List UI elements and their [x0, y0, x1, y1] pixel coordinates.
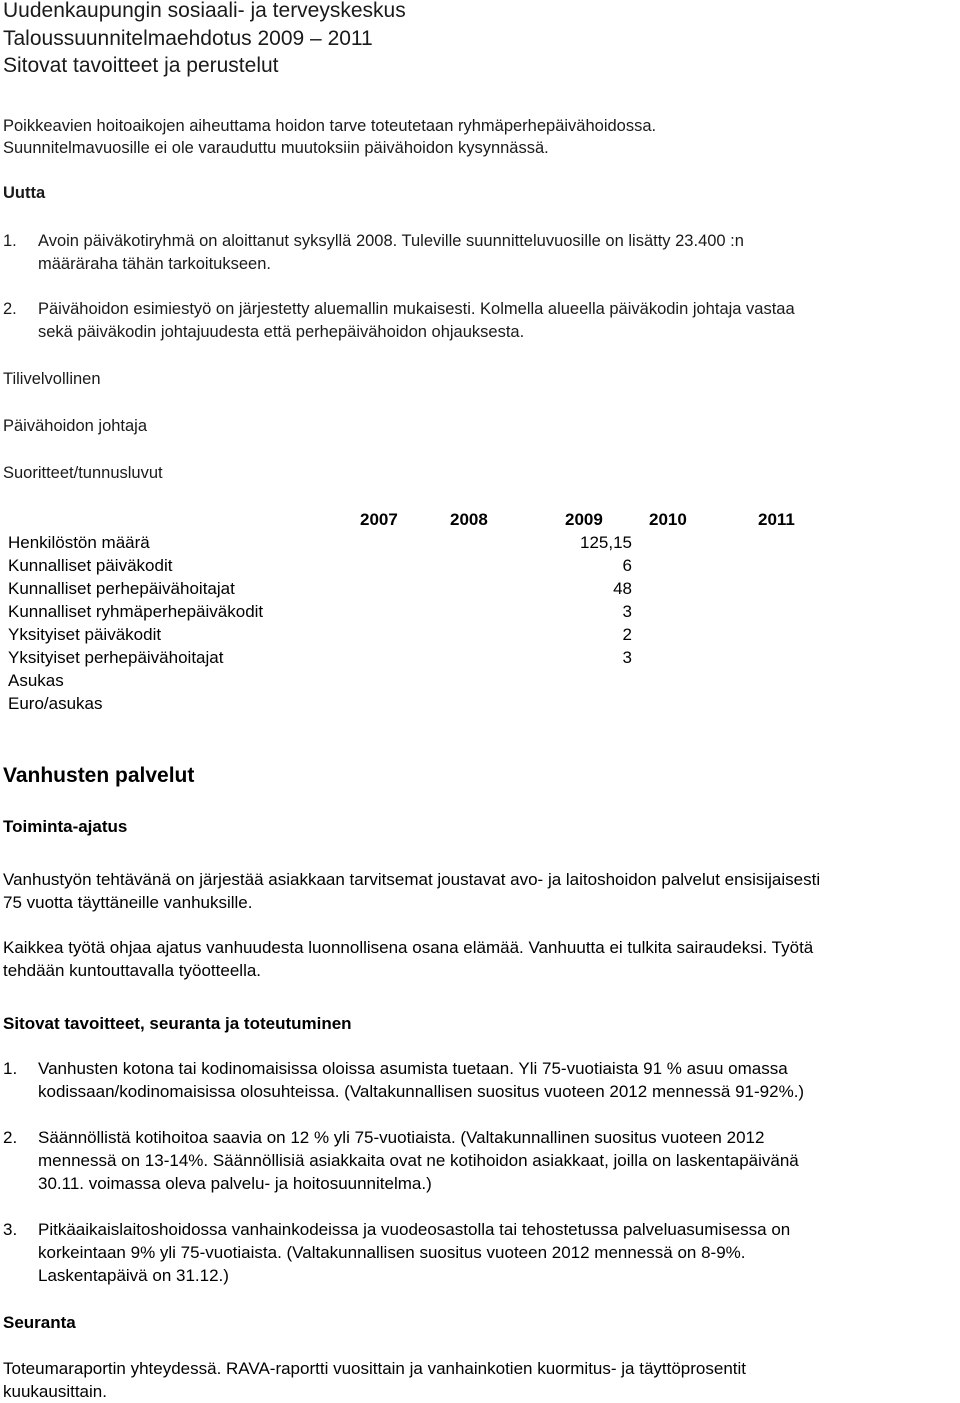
uutta-item-2-line-2: sekä päiväkodin johtajuudesta että perhepäivähoidon ohjauksesta. [38, 323, 525, 341]
row-label: Yksityiset perhepäivähoitajat [8, 648, 224, 667]
row-value-2009: 3 [622, 648, 632, 667]
list-number: 1. [3, 1059, 18, 1078]
toiminta-p1-line-2: 75 vuotta täyttäneille vanhuksille. [3, 893, 253, 912]
sitovat-item-3 [3, 1218, 790, 1241]
sitovat-item-2-line-1: Säännöllistä kotihoitoa saavia on 12 % yli 75-vuotiaista. (Valtakunnallinen suositus vuoteen 2012 [38, 1128, 765, 1147]
intro-line-1: Poikkeavien hoitoaikojen aiheuttama hoidon tarve toteutetaan ryhmäperhepäivähoidossa. [3, 117, 657, 135]
toiminta-p1-line-1: Vanhustyön tehtävänä on järjestää asiakkaan tarvitsemat joustavat avo- ja laitoshoidon palvelut ensisijaisesti [3, 870, 821, 889]
toiminta-p2-line-2: tehdään kuntouttavalla työotteella. [3, 961, 262, 980]
sitovat-item-3-line-2: korkeintaan 9% yli 75-vuotiaista. (Valtakunnallisen suositus vuoteen 2012 mennessä on 8-9%. [38, 1243, 746, 1262]
year-2008: 2008 [450, 510, 488, 529]
row-label: Kunnalliset päiväkodit [8, 556, 173, 575]
tilivelvollinen-value: Päivähoidon johtaja [3, 417, 148, 435]
row-value-2009: 48 [613, 579, 632, 598]
header-document-title: Taloussuunnitelmaehdotus 2009 – 2011 [3, 27, 373, 50]
uutta-heading: Uutta [3, 184, 46, 202]
year-2009: 2009 [565, 510, 603, 529]
tilivelvollinen-heading: Tilivelvollinen [3, 370, 101, 388]
uutta-item-1-line-2: määräraha tähän tarkoitukseen. [38, 255, 271, 273]
seuranta-heading: Seuranta [3, 1313, 76, 1332]
sitovat-item-2-line-3: 30.11. voimassa oleva palvelu- ja hoitosuunnitelma.) [38, 1174, 432, 1193]
header-section-title: Sitovat tavoitteet ja perustelut [3, 54, 279, 77]
sitovat-item-2-line-2: mennessä on 13-14%. Säännöllisiä asiakkaita ovat ne kotihoidon asiakkaat, joilla on laskentapäivänä [38, 1151, 799, 1170]
sitovat-item-3-line-1: Pitkäaikaislaitoshoidossa vanhainkodeissa ja vuodeosastolla tai tehostetussa palveluasumisessa on [38, 1220, 791, 1239]
sitovat-item-3-line-3: Laskentapäivä on 31.12.) [38, 1266, 229, 1285]
list-number: 1. [3, 232, 17, 250]
header-organization: Uudenkaupungin sosiaali- ja terveyskeskus [3, 0, 406, 22]
year-2010: 2010 [649, 510, 687, 529]
vanhusten-title: Vanhusten palvelut [3, 764, 195, 787]
list-number: 2. [3, 1128, 18, 1147]
row-label: Yksityiset päiväkodit [8, 625, 162, 644]
year-2011: 2011 [758, 510, 795, 529]
sitovat-item-1-line-1: Vanhusten kotona tai kodinomaisissa oloissa asumista tuetaan. Yli 75-vuotiaista 91 % asuu omassa [38, 1059, 788, 1078]
row-value-2009: 6 [622, 556, 632, 575]
row-value-2009: 125,15 [580, 533, 632, 552]
list-number: 2. [3, 300, 17, 318]
row-label: Asukas [8, 671, 64, 690]
list-number: 3. [3, 1220, 18, 1239]
seuranta-line-1: Toteumaraportin yhteydessä. RAVA-raportti vuosittain ja vanhainkotien kuormitus- ja täyttöprosentit [3, 1359, 747, 1378]
row-value-2009: 2 [622, 625, 632, 644]
intro-line-2: Suunnitelmavuosille ei ole varauduttu muutoksiin päivähoidon kysynnässä. [3, 139, 549, 157]
sitovat-heading: Sitovat tavoitteet, seuranta ja toteutuminen [3, 1014, 352, 1033]
row-label: Kunnalliset perhepäivähoitajat [8, 579, 235, 598]
sitovat-item-1 [3, 1057, 788, 1080]
sitovat-item-1-line-2: kodissaan/kodinomaisissa olosuhteissa. (Valtakunnallisen suositus vuoteen 2012 mennessä 91-92%.) [38, 1082, 805, 1101]
uutta-item-2-line-1: Päivähoidon esimiestyö on järjestetty aluemallin mukaisesti. Kolmella alueella päiväkodin johtaja vastaa [38, 300, 795, 318]
row-label: Euro/asukas [8, 694, 103, 713]
row-label: Henkilöstön määrä [8, 533, 150, 552]
suoritteet-heading: Suoritteet/tunnusluvut [3, 464, 163, 482]
uutta-item-1 [3, 230, 744, 252]
toiminta-heading: Toiminta-ajatus [3, 817, 128, 836]
row-label: Kunnalliset ryhmäperhepäiväkodit [8, 602, 264, 621]
year-2007: 2007 [360, 510, 398, 529]
seuranta-line-2: kuukausittain. [3, 1382, 107, 1401]
toiminta-p2-line-1: Kaikkea työtä ohjaa ajatus vanhuudesta luonnollisena osana elämää. Vanhuutta ei tulkita sairaudeksi. Työtä [3, 938, 814, 957]
sitovat-item-2 [3, 1126, 764, 1149]
uutta-item-1-line-1: Avoin päiväkotiryhmä on aloittanut syksyllä 2008. Tuleville suunnitteluvuosille on lisätty 23.400 :n [38, 232, 744, 250]
uutta-item-2 [3, 298, 795, 320]
row-value-2009: 3 [622, 602, 632, 621]
